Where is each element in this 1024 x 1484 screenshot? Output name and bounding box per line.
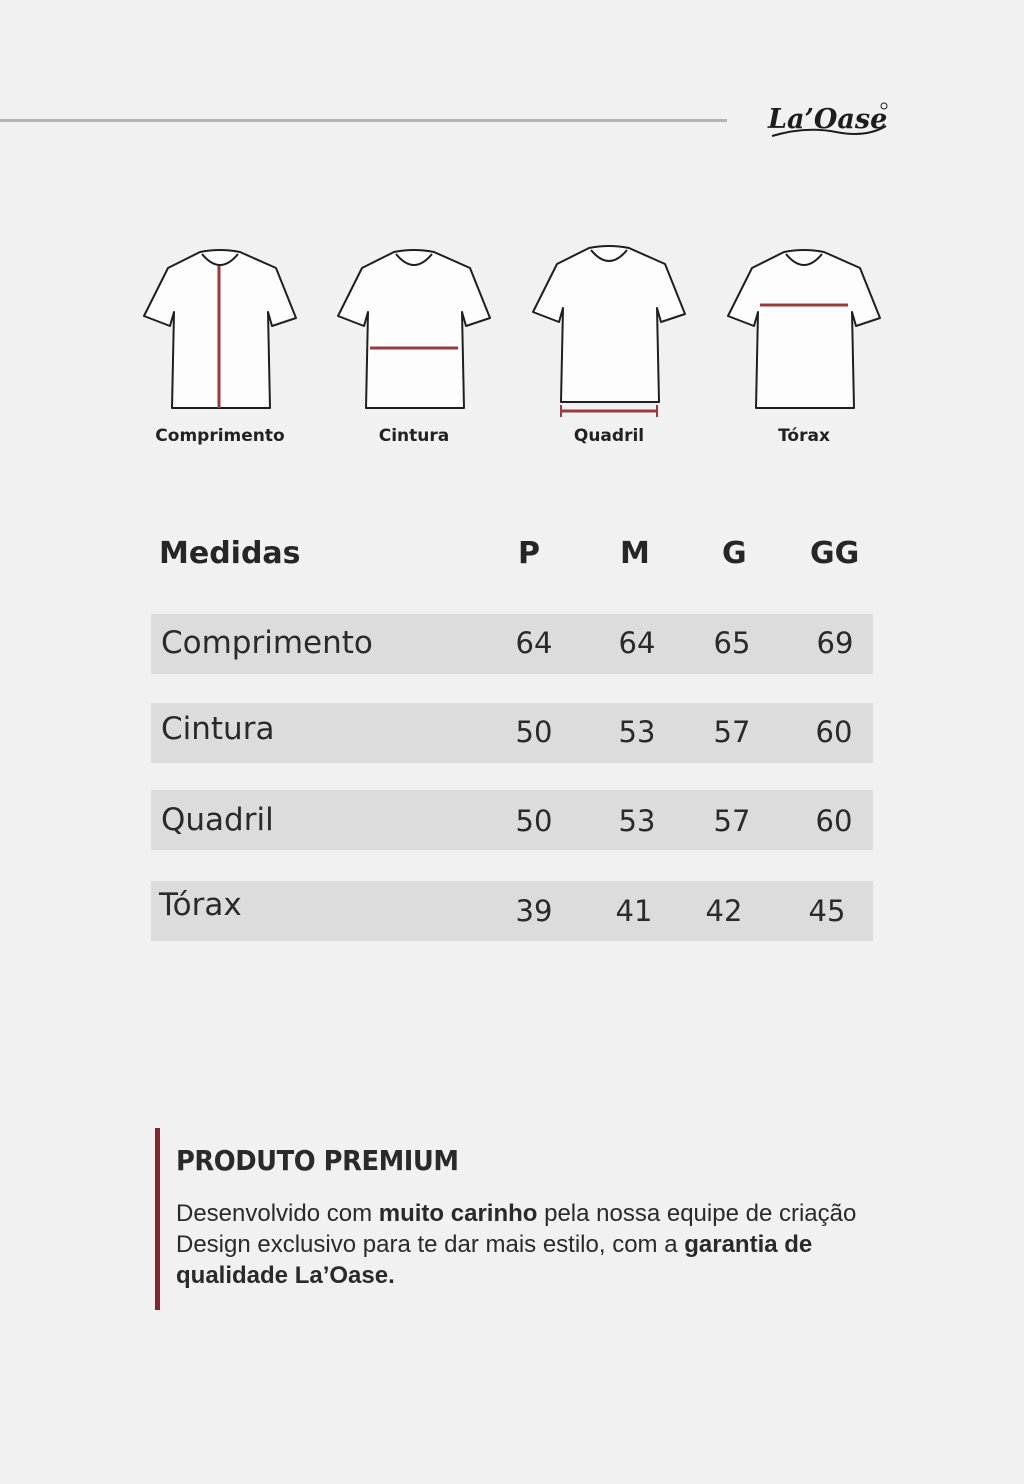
cell-p: 50: [515, 804, 553, 838]
premium-section: [155, 1128, 875, 1310]
brand-logo: [766, 96, 890, 142]
cell-g: 57: [713, 715, 751, 749]
cell-p: 39: [515, 894, 553, 928]
diagram-caption: Tórax: [778, 426, 830, 446]
table-row-comprimento: [151, 614, 873, 674]
cell-m: 41: [615, 894, 653, 928]
row-label: Cintura: [161, 711, 275, 747]
cell-p: 50: [515, 715, 553, 749]
cell-gg: 69: [816, 626, 854, 660]
diagram-torax: [714, 240, 894, 460]
desc-emphasis: muito carinho: [378, 1200, 538, 1227]
premium-description: [176, 1198, 876, 1291]
size-p-heading: P: [518, 536, 540, 571]
table-row-cintura: [151, 703, 873, 763]
header-divider: [0, 119, 727, 122]
row-label: Tórax: [159, 887, 242, 923]
premium-title: PRODUTO PREMIUM: [176, 1144, 459, 1177]
tshirt-comprimento-icon: [130, 240, 310, 420]
diagram-quadril: [519, 240, 699, 460]
table-row-quadril: [151, 790, 873, 850]
tshirt-cintura-icon: [324, 240, 504, 420]
desc-text: Desenvolvido com: [176, 1200, 379, 1227]
diagram-caption: Quadril: [573, 426, 645, 446]
size-table-header: [151, 530, 873, 582]
tshirt-quadril-icon: [519, 240, 699, 420]
diagram-comprimento: [130, 240, 310, 460]
desc-text: Design exclusivo para te dar mais estilo, com a: [176, 1231, 685, 1258]
measures-heading: Medidas: [159, 536, 301, 571]
size-g-heading: G: [722, 536, 747, 571]
row-label: Comprimento: [161, 625, 373, 661]
cell-m: 53: [618, 715, 656, 749]
cell-m: 64: [618, 626, 656, 660]
table-row-torax: [151, 881, 873, 941]
size-m-heading: M: [620, 536, 650, 571]
desc-emphasis: garantia de: [684, 1231, 813, 1258]
row-label: Quadril: [161, 802, 274, 838]
cell-g: 65: [713, 626, 751, 660]
size-gg-heading: GG: [810, 536, 860, 571]
desc-emphasis: qualidade La’Oase.: [176, 1262, 395, 1289]
cell-m: 53: [618, 804, 656, 838]
diagram-cintura: [324, 240, 504, 460]
accent-bar: [155, 1128, 160, 1310]
svg-text:La’Oase: La’Oase: [768, 104, 888, 135]
diagram-caption: Comprimento: [155, 426, 285, 446]
cell-p: 64: [515, 626, 553, 660]
desc-text: pela nossa equipe de criação: [537, 1200, 857, 1227]
cell-g: 57: [713, 804, 751, 838]
cell-gg: 60: [815, 804, 853, 838]
cell-gg: 60: [815, 715, 853, 749]
diagram-caption: Cintura: [378, 426, 450, 446]
cell-gg: 45: [808, 894, 846, 928]
tshirt-torax-icon: [714, 240, 894, 420]
cell-g: 42: [705, 894, 743, 928]
